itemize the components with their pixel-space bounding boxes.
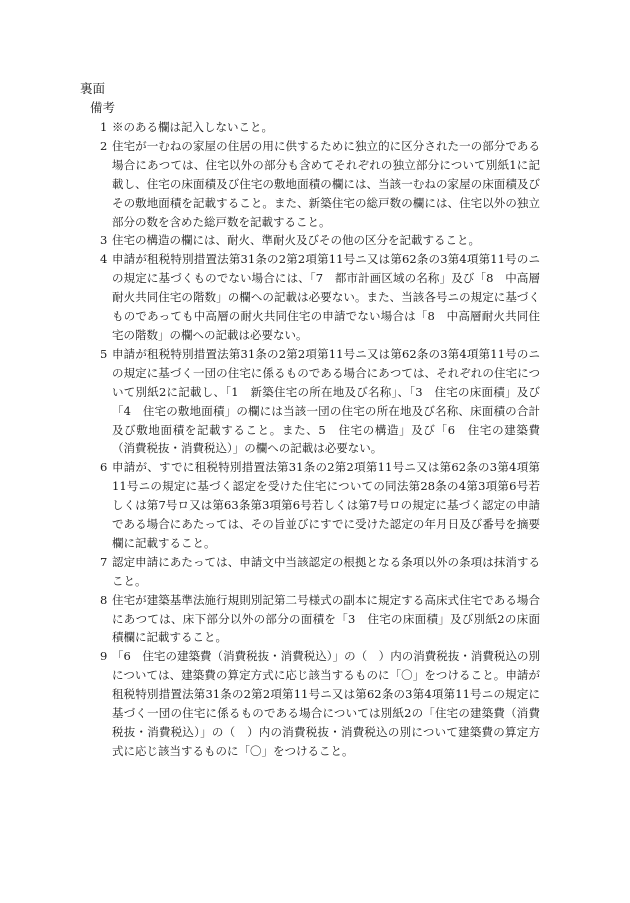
note-item — [100, 231, 540, 250]
note-text: 申請が、すでに租税特別措置法第31条の2第2項第11号ニ又は第62条の3第4項第11号ニの規定に基づく認定を受けた住宅についての同法第28条の4第3項第6号若しくは第7号ロ又は第63条第3項第6号若しくは第7号ロの規定に基づく認定の申請である場合にあたっては、その旨並びにすでに受けた認定の年月日及び番号を摘要欄に記載すること。 — [112, 460, 540, 550]
note-text: ※のある欄は記入しないこと。 — [112, 120, 273, 134]
note-item — [100, 345, 540, 458]
note-item — [100, 591, 540, 648]
notes-heading: 備考 — [90, 100, 116, 115]
note-number: 8 — [100, 592, 108, 607]
note-text: 「6 住宅の建築費（消費税抜・消費税込）」の（ ）内の消費税抜・消費税込の別については、建築費の算定方式に応じ該当するものに「〇」をつけること。申請が租税特別措置法第31条の2第2項第11号ニ又は第62条の3第4項第11号ニの規定に基づく一団の住宅に係るものである場合については別紙2の「住宅の建築費（消費税抜・消費税込）」の（ ）内の消費税抜・消費税込の別について建築費の算定方式に応じ該当するものに「〇」をつけること。 — [112, 649, 540, 758]
note-item — [100, 137, 540, 232]
note-text: 住宅の構造の欄には、耐火、準耐火及びその他の区分を記載すること。 — [112, 233, 480, 248]
note-item — [100, 553, 540, 591]
note-text: 住宅が建築基準法施行規則別記第二号様式の副本に規定する高床式住宅である場合にあつては、床下部分以外の部分の面積を「3 住宅の床面積」及び別紙2の床面積欄に記載すること。 — [112, 592, 540, 645]
note-text: 住宅が一むねの家屋の住居の用に供するために独立的に区分された一の部分である場合にあつては、住宅以外の部分も含めてそれぞれの独立部分について別紙1に記載し、住宅の床面積及び住宅の敷地面積の欄には、当該一むねの家屋の床面積及びその敷地面積を記載すること。また、新築住宅の総戸数の欄には、住宅以外の独立部分の数を含めた総戸数を記載すること。 — [112, 138, 540, 229]
note-number: 7 — [100, 554, 108, 569]
note-text: 申請が租税特別措置法第31条の2第2項第11号ニ又は第62条の3第4項第11号のニの規定に基づくものでない場合には、「7 都市計画区域の名称」及び「8 中高層耐火共同住宅の階数」の欄への記載は必要ない。また、当該各号ニの規定に基づくものであっても中高層の耐火共同住宅の申請でない場合は「8 中高層耐火共同住宅の階数」の欄への記載は必要ない。 — [112, 252, 540, 342]
note-item — [100, 458, 540, 553]
note-text: 認定申請にあたっては、申請文中当該認定の根拠となる条項以外の条項は抹消すること。 — [112, 554, 540, 588]
note-number: 4 — [100, 252, 108, 267]
page-side-label: 裏面 — [80, 81, 106, 96]
note-item — [100, 118, 540, 137]
note-number: 5 — [100, 346, 108, 361]
note-number: 9 — [100, 649, 108, 664]
note-number: 2 — [100, 138, 108, 153]
note-text: 申請が租税特別措置法第31条の2第2項第11号ニ又は第62条の3第4項第11号のニの規定に基づく一団の住宅に係るものである場合にあつては、それぞれの住宅について別紙2に記載し、「1 新築住宅の所在地及び名称」、「3 住宅の床面積」及び「4 住宅の敷地面積」の欄には当該一団の住宅の所在地及び名称、床面積の合計及び敷地面積を記載すること。また、5 住宅の構造」及び「6 住宅の建築費（消費税抜・消費税込）」の欄への記載は必要ない。 — [112, 346, 540, 456]
note-number: 6 — [100, 460, 108, 475]
notes-list — [100, 118, 540, 761]
note-item — [100, 250, 540, 345]
note-number: 3 — [100, 233, 108, 248]
note-number: 1 — [100, 120, 108, 134]
note-item — [100, 647, 540, 760]
